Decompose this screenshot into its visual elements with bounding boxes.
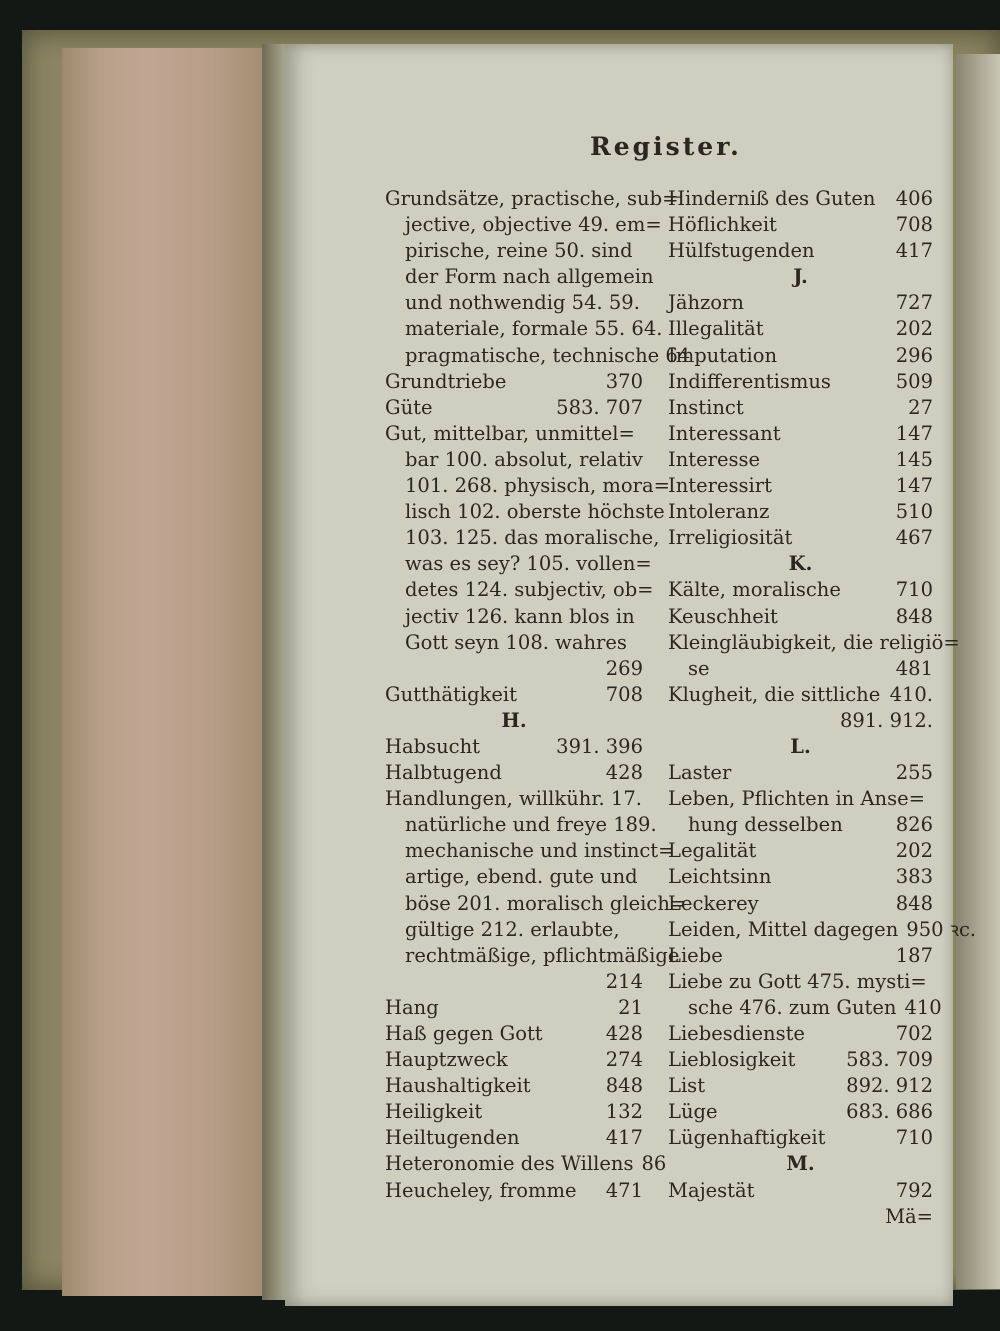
index-entry (668, 1099, 933, 1125)
index-entry (385, 1099, 643, 1125)
index-entry-term: Heiltugenden (385, 1126, 520, 1150)
index-entry (668, 708, 933, 734)
index-entry-term: Liebe (668, 943, 723, 967)
index-entry-page: 202 (895, 317, 933, 341)
index-entry (385, 786, 643, 812)
index-entry-term: was es sey? 105. vollen= (405, 552, 652, 576)
page-header: Register. (590, 132, 742, 161)
page-edges (62, 48, 274, 1296)
index-entry-term: rechtmäßige, pflichtmäßige (405, 943, 680, 967)
index-entry-term: mechanische und instinct= (405, 839, 675, 863)
index-entry (668, 812, 933, 838)
index-entry-page: 269 (605, 656, 643, 680)
index-entry-term: Güte (385, 395, 433, 419)
index-entry (668, 473, 933, 499)
index-entry-page: 892. 912 (846, 1074, 933, 1098)
index-entry-page: 510 (895, 500, 933, 524)
index-entry-term: Gut, mittelbar, unmittel= (385, 421, 635, 445)
index-entry-page: 727 (895, 291, 933, 315)
index-entry (385, 864, 643, 890)
index-entry-page: 583. 709 (846, 1048, 933, 1072)
index-entry-term: Lüge (668, 1100, 718, 1124)
index-entry-term: und nothwendig 54. 59. (405, 291, 640, 315)
index-entry-term: Leichtsinn (668, 865, 772, 889)
index-entry-page: 27 (908, 395, 933, 419)
index-entry (668, 969, 933, 995)
index-entry-page: 848 (895, 891, 933, 915)
index-entry (385, 186, 679, 212)
index-entry-term: der Form nach allgemein (405, 265, 654, 289)
index-entry-page: 702 (895, 1022, 933, 1045)
index-entry (385, 734, 643, 760)
index-entry-term: Imputation (668, 343, 778, 367)
index-entry-term: 101. 268. physisch, mora= (405, 474, 670, 498)
index-entry-term: L. (790, 734, 811, 758)
index-entry-page: 274 (605, 1048, 643, 1072)
index-entry-term: Intoleranz (668, 500, 770, 524)
index-entry-term: Liebe zu Gott 475. mysti= (668, 969, 927, 993)
index-entry-page: 417 (895, 239, 933, 263)
index-entry-term: gültige 212. erlaubte, (405, 917, 620, 941)
index-entry-term: Interessirt (668, 474, 772, 498)
index-entry-term: Halbtugend (385, 761, 502, 785)
index-letter-heading (668, 734, 933, 760)
index-entry-page: 710 (895, 578, 933, 602)
index-entry-term: Handlungen, willkühr. 17. (385, 787, 642, 811)
index-entry-term: detes 124. subjectiv, ob= (405, 578, 654, 602)
index-entry-page: 86 (641, 1152, 667, 1176)
index-entry (385, 343, 691, 369)
index-entry-term: Gutthätigkeit (385, 682, 517, 706)
index-entry-term: M. (786, 1152, 815, 1176)
index-entry-page: 21 (618, 995, 643, 1019)
index-entry (668, 421, 933, 447)
index-entry (668, 577, 933, 603)
index-entry-term: Interessant (668, 421, 781, 445)
index-entry (668, 1047, 933, 1073)
index-entry-term: hung desselben (688, 813, 843, 837)
index-entry (385, 290, 643, 316)
index-entry-term: 103. 125. das moralische, (405, 526, 660, 550)
index-entry-page: 406 (895, 187, 933, 210)
index-entry-page: 147 (895, 421, 933, 445)
index-entry-page: 708 (605, 682, 643, 706)
index-entry (385, 812, 657, 838)
index-entry-page: 428 (605, 1022, 643, 1045)
index-entry-page: 891. 912. (839, 708, 933, 732)
index-entry-term: Habsucht (385, 734, 480, 758)
index-entry-term: Kleingläubigkeit, die religiö= (668, 630, 960, 654)
index-entry (668, 395, 933, 421)
facing-page-edge (956, 54, 1000, 1289)
index-entry-term: Grundtriebe (385, 369, 507, 393)
index-entry (668, 760, 933, 786)
index-entry-term: jective, objective 49. em= (405, 213, 662, 237)
index-entry (385, 1073, 643, 1099)
index-entry (385, 264, 654, 290)
index-entry-term: Hauptzweck (385, 1048, 508, 1072)
index-entry (385, 395, 643, 421)
index-entry-term: Instinct (668, 395, 744, 419)
index-entry-term: Haß gegen Gott (385, 1022, 543, 1045)
index-entry (668, 186, 933, 212)
index-entry (668, 1204, 933, 1230)
index-entry (385, 212, 662, 238)
index-entry-term: pirische, reine 50. sind (405, 239, 633, 263)
index-entry (668, 1073, 933, 1099)
index-entry (385, 995, 643, 1021)
index-entry-term: lisch 102. oberste höchste (405, 500, 665, 524)
index-entry-term: Liebesdienste (668, 1022, 805, 1045)
index-entry-term: Legalität (668, 839, 757, 863)
index-entry-term: Lieblosigkeit (668, 1048, 796, 1072)
index-entry (385, 760, 643, 786)
index-entry (385, 682, 643, 708)
index-entry (385, 1125, 643, 1151)
index-entry-page: 145 (895, 447, 933, 471)
index-entry (668, 786, 933, 812)
index-letter-heading (668, 264, 933, 290)
index-entry-term: List (668, 1074, 706, 1098)
index-entry-term: Haushaltigkeit (385, 1074, 531, 1098)
index-entry-term: jectiv 126. kann blos in (405, 604, 635, 628)
index-entry-page: Mä= (885, 1204, 933, 1228)
index-entry (668, 604, 933, 630)
index-entry-term: böse 201. moralisch gleich= (405, 891, 687, 915)
index-entry (668, 656, 933, 682)
index-entry-term: Leben, Pflichten in Anse= (668, 787, 925, 811)
index-entry (385, 473, 670, 499)
index-entry-page: 202 (895, 839, 933, 863)
index-entry (385, 1021, 643, 1047)
index-entry-page: 467 (895, 526, 933, 550)
index-entry-term: Gott seyn 108. wahres (405, 630, 627, 654)
index-entry-term: sche 476. zum Guten (688, 995, 897, 1019)
index-entry (385, 577, 654, 603)
index-entry (385, 238, 643, 264)
index-entry-term: Heucheley, fromme (385, 1178, 577, 1202)
index-entry-page: 255 (895, 761, 933, 785)
index-entry-term: Hinderniß des Guten (668, 187, 876, 210)
index-entry-page: 792 (895, 1178, 933, 1202)
index-entry (668, 1125, 933, 1151)
index-entry-term: Indifferentismus (668, 369, 831, 393)
index-entry (385, 604, 643, 630)
index-entry-term: se (688, 656, 710, 680)
index-entry-term: materiale, formale 55. 64. (405, 317, 663, 341)
index-entry (668, 995, 942, 1021)
index-entry-page: 950 ꝛc. (906, 917, 977, 941)
index-entry (385, 1178, 643, 1204)
index-entry-term: H. (501, 708, 527, 732)
index-entry-term: Heiligkeit (385, 1100, 483, 1124)
index-entry-term: pragmatische, technische 64 (405, 343, 691, 367)
index-entry (385, 447, 643, 473)
index-entry-term: K. (788, 552, 813, 576)
index-entry-page: 147 (895, 474, 933, 498)
index-entry-page: 370 (605, 369, 643, 393)
index-entry (668, 290, 933, 316)
index-entry-page: 683. 686 (846, 1100, 933, 1124)
index-entry-term: Jähzorn (668, 291, 744, 315)
index-entry-term: Majestät (668, 1178, 755, 1202)
index-entry-page: 391. 396 (556, 734, 643, 758)
index-entry (385, 551, 652, 577)
index-entry-term: Keuschheit (668, 604, 778, 628)
index-entry (385, 656, 643, 682)
index-entry-term: Hülfstugenden (668, 239, 815, 263)
index-entry (385, 838, 675, 864)
index-entry (668, 917, 977, 943)
index-entry (668, 891, 933, 917)
index-entry-term: Lügenhaftigkeit (668, 1126, 826, 1150)
index-entry (385, 369, 643, 395)
index-entry (668, 212, 933, 238)
index-entry (385, 630, 643, 656)
index-entry-term: natürliche und freye 189. (405, 813, 657, 837)
index-letter-heading (385, 708, 643, 734)
index-entry (668, 1021, 933, 1047)
index-entry (668, 864, 933, 890)
index-entry (385, 1151, 667, 1177)
index-entry-term: Interesse (668, 447, 761, 471)
index-entry-page: 428 (605, 761, 643, 785)
index-entry (385, 943, 680, 969)
index-entry-term: Laster (668, 761, 732, 785)
index-entry-page: 296 (895, 343, 933, 367)
index-entry (385, 917, 643, 943)
index-entry (668, 343, 933, 369)
index-entry (668, 943, 933, 969)
index-entry (385, 421, 643, 447)
index-entry-page: 383 (895, 865, 933, 889)
index-entry-term: Hang (385, 995, 439, 1019)
index-entry-term: Höflichkeit (668, 213, 777, 237)
index-entry-page: 214 (605, 969, 643, 993)
index-entry (668, 447, 933, 473)
index-entry (385, 316, 663, 342)
index-column-right (668, 186, 977, 1230)
index-entry-page: 417 (605, 1126, 643, 1150)
index-entry-page: 848 (605, 1074, 643, 1098)
index-letter-heading (668, 1151, 933, 1177)
index-entry-page: 471 (605, 1178, 643, 1202)
index-entry-page: 509 (895, 369, 933, 393)
index-entry-term: J. (793, 265, 808, 289)
index-entry (385, 969, 643, 995)
index-entry (668, 630, 960, 656)
index-entry (385, 1047, 643, 1073)
index-entry-page: 481 (895, 656, 933, 680)
index-entry-page: 410 (904, 995, 942, 1019)
index-entry (385, 499, 665, 525)
index-entry (668, 838, 933, 864)
index-entry-term: Kälte, moralische (668, 578, 841, 602)
index-entry-page: 410. (889, 682, 933, 706)
index-entry-page: 710 (895, 1126, 933, 1150)
index-entry-term: Irreligiosität (668, 526, 793, 550)
index-entry (668, 682, 933, 708)
index-entry (668, 499, 933, 525)
index-entry (668, 525, 933, 551)
index-entry-page: 187 (895, 943, 933, 967)
index-entry-page: 708 (895, 213, 933, 237)
index-entry-page: 826 (895, 813, 933, 837)
index-entry (668, 316, 933, 342)
index-entry (668, 1178, 933, 1204)
index-entry-term: Heteronomie des Willens (385, 1152, 634, 1176)
index-entry-term: Leiden, Mittel dagegen (668, 917, 899, 941)
index-entry-term: Klugheit, die sittliche (668, 682, 881, 706)
index-entry (385, 891, 687, 917)
index-entry-term: Grundsätze, practische, sub= (385, 187, 679, 210)
index-entry (668, 238, 933, 264)
index-entry-term: bar 100. absolut, relativ (405, 447, 643, 471)
index-entry-page: 132 (605, 1100, 643, 1124)
index-entry-page: 583. 707 (556, 395, 643, 419)
index-letter-heading (668, 551, 933, 577)
index-entry-term: artige, ebend. gute und (405, 865, 638, 889)
index-entry (668, 369, 933, 395)
index-entry (385, 525, 660, 551)
index-entry-term: Leckerey (668, 891, 759, 915)
index-entry-term: Illegalität (668, 317, 764, 341)
index-entry-page: 848 (895, 604, 933, 628)
